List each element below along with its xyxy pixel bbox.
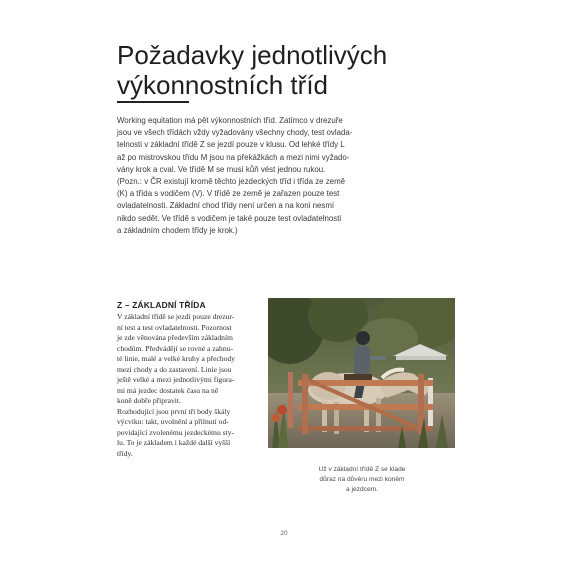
body-line: ní test a test ovladatelnosti. Pozornost [117, 322, 232, 332]
horse-rider-photo [268, 298, 455, 448]
body-line: ještě velké a mezi jednotlivými figura- [117, 375, 235, 384]
section-body [117, 312, 267, 459]
intro-line: až po mistrovskou třídu M jsou na překážkách a mezi nimi vyžado- [117, 152, 350, 162]
body-line: koně dobře připravit. [117, 396, 181, 405]
intro-line: (Pozn.: v ČR existují kromě těchto jezdeckých tříd i třída ze země [117, 177, 346, 187]
intro-line: nikdo sedět. Ve třídě s vodičem je také pouze test ovladatelnosti [117, 213, 342, 223]
intro-line: vány krok a cval. Ve třídě M se musí kůň vést jednou rukou. [117, 164, 326, 174]
title-underline [117, 101, 189, 103]
intro-line: (K) a třída s vodičem (V). V třídě ze země je zařazen pouze test [117, 189, 340, 199]
body-line: té linie, malé a velké kruhy a přechody [117, 354, 236, 363]
caption-line: Už v základní třídě Z se klade [318, 466, 406, 473]
body-line: V základní třídě se jezdí pouze drezur- [117, 312, 235, 321]
intro-paragraph [117, 115, 457, 237]
caption-line: a jezdcem. [346, 486, 378, 493]
body-line: lu. To je základem i každé další vyšší [117, 438, 231, 447]
body-line: je zde věnována především základním [117, 333, 233, 342]
intro-line: a základním chodem třídy je krok.) [117, 225, 238, 235]
photo-caption [300, 465, 424, 495]
title-line: výkonnostních tříd [117, 70, 328, 100]
intro-line: ovladatelnosti. Základní chod třídy není určen a na koni nesmí [117, 201, 335, 211]
body-line: chodům. Předvádějí se rovné a zahnu- [117, 343, 233, 353]
body-line: povídající zvolenému jezdeckému sty- [117, 427, 235, 437]
intro-line: telnosti v základní třídě Z se jezdí pouze v klusu. Od lehké třídy L [117, 140, 345, 150]
caption-line: důraz na důvěru mezi koněm [319, 476, 405, 483]
title-line: Požadavky jednotlivých [117, 40, 388, 70]
body-line: výcviku: takt, uvolnění a přilnutí od- [117, 417, 229, 426]
intro-line: Working equitation má pět výkonnostních tříd. Zatímco v drezuře [117, 116, 343, 125]
body-line: třídy. [117, 448, 133, 458]
body-line: Rozhodující jsou první tři body škály [117, 406, 231, 416]
page-number: 20 [280, 530, 288, 537]
intro-line: jsou ve všech třídách vždy vyžadovány všechny chody, test ovlada- [117, 128, 353, 138]
photo-illustration [268, 298, 455, 448]
body-line: mi má jezdec dostatek času na ně [117, 385, 219, 395]
body-line: mezi chody a do zastavení. Linie jsou [117, 364, 232, 374]
page-title [117, 40, 447, 100]
section-heading: Z – ZÁKLADNÍ TŘÍDA [117, 300, 206, 310]
